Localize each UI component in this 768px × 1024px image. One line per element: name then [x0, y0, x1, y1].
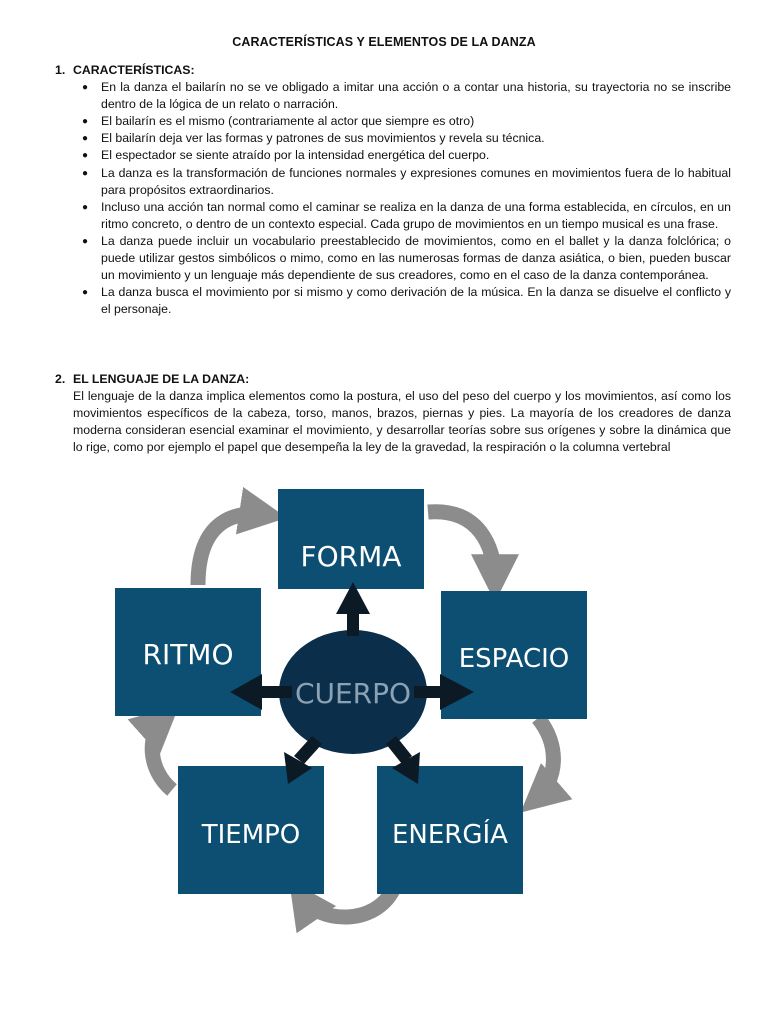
section-paragraph: El lenguaje de la danza implica elementos como la postura, el uso del peso del cuerpo y los movimientos, así como los movimientos específicos de la cabeza, torso, manos, brazos, piernas y pies. La mayoría de los creadores de danza moderna consideran esencial examinar el movimiento, y desarrollar teorías sobre sus orígenes y sobre la dinámica que lo rige, como por ejemplo el papel que desempeña la ley de la gravedad, la respiración o la columna vertebral	[73, 389, 731, 455]
node-espacio-label: ESPACIO	[458, 644, 570, 674]
section-title: CARACTERÍSTICAS:	[73, 63, 195, 77]
bullet-item: ● En la danza el bailarín no se ve obligado a imitar una acción o a contar una historia, su trayectoria no se inscribe dentro de la lógica de un relato o narración.	[55, 79, 731, 113]
section-heading	[55, 62, 731, 79]
bullet-item: ● La danza busca el movimiento por si mismo y como derivación de la música. En la danza se disuelve el conflicto y el personaje.	[55, 284, 731, 318]
bullet-item: ● El espectador se siente atraído por la intensidad energética del cuerpo.	[55, 147, 731, 164]
section-number: 2.	[55, 372, 66, 386]
section-caracteristicas	[55, 62, 731, 318]
cycle-arrow	[535, 718, 553, 800]
document-title: CARACTERÍSTICAS Y ELEMENTOS DE LA DANZA	[232, 35, 536, 49]
node-energia-label: ENERGÍA	[392, 820, 508, 850]
dance-elements-diagram	[0, 470, 768, 950]
node-forma	[278, 489, 424, 589]
section-title: EL LENGUAJE DE LA DANZA:	[73, 372, 250, 386]
bullet-item: ● La danza es la transformación de funciones normales y expresiones comunes en movimientos fuera de lo habitual para propósitos extraordinarios.	[55, 165, 731, 199]
node-forma-box	[278, 489, 424, 589]
cycle-arrow	[300, 890, 393, 917]
node-espacio	[441, 591, 587, 719]
cycle-arrow	[152, 718, 172, 790]
node-tiempo-label: TIEMPO	[201, 820, 301, 850]
node-ritmo-label: RITMO	[142, 638, 234, 671]
center-node	[279, 630, 427, 754]
node-forma-label: FORMA	[300, 540, 402, 573]
section-number: 1.	[55, 63, 66, 77]
bullet-item: ● La danza puede incluir un vocabulario preestablecido de movimientos, como en el ballet y la danza folclórica; o puede utilizar gestos simbólicos o mimo, como en las numerosas formas de danza asiática, o bien, pueden buscar un movimiento y un lenguaje más dependiente de sus creadores, como en el caso de la danza contemporánea.	[55, 233, 731, 284]
cycle-arrow	[198, 514, 268, 585]
node-tiempo	[178, 766, 324, 894]
bullet-list	[55, 79, 731, 318]
arrow-to-forma	[336, 582, 370, 636]
cycle-arrow	[428, 512, 495, 583]
bullet-item: ● Incluso una acción tan normal como el caminar se realiza en la danza de una forma establecida, en círculos, en un ritmo concreto, o dentro de un contexto especial. Cada grupo de movimientos en un tiempo musical es una frase.	[55, 199, 731, 233]
bullet-item: ● El bailarín es el mismo (contrariamente al actor que siempre es otro)	[55, 113, 731, 130]
center-label: CUERPO	[294, 677, 412, 710]
section-lenguaje	[55, 371, 731, 456]
node-energia	[377, 766, 523, 894]
bullet-item: ● El bailarín deja ver las formas y patrones de sus movimientos y revela su técnica.	[55, 130, 731, 147]
section-heading	[55, 371, 731, 388]
